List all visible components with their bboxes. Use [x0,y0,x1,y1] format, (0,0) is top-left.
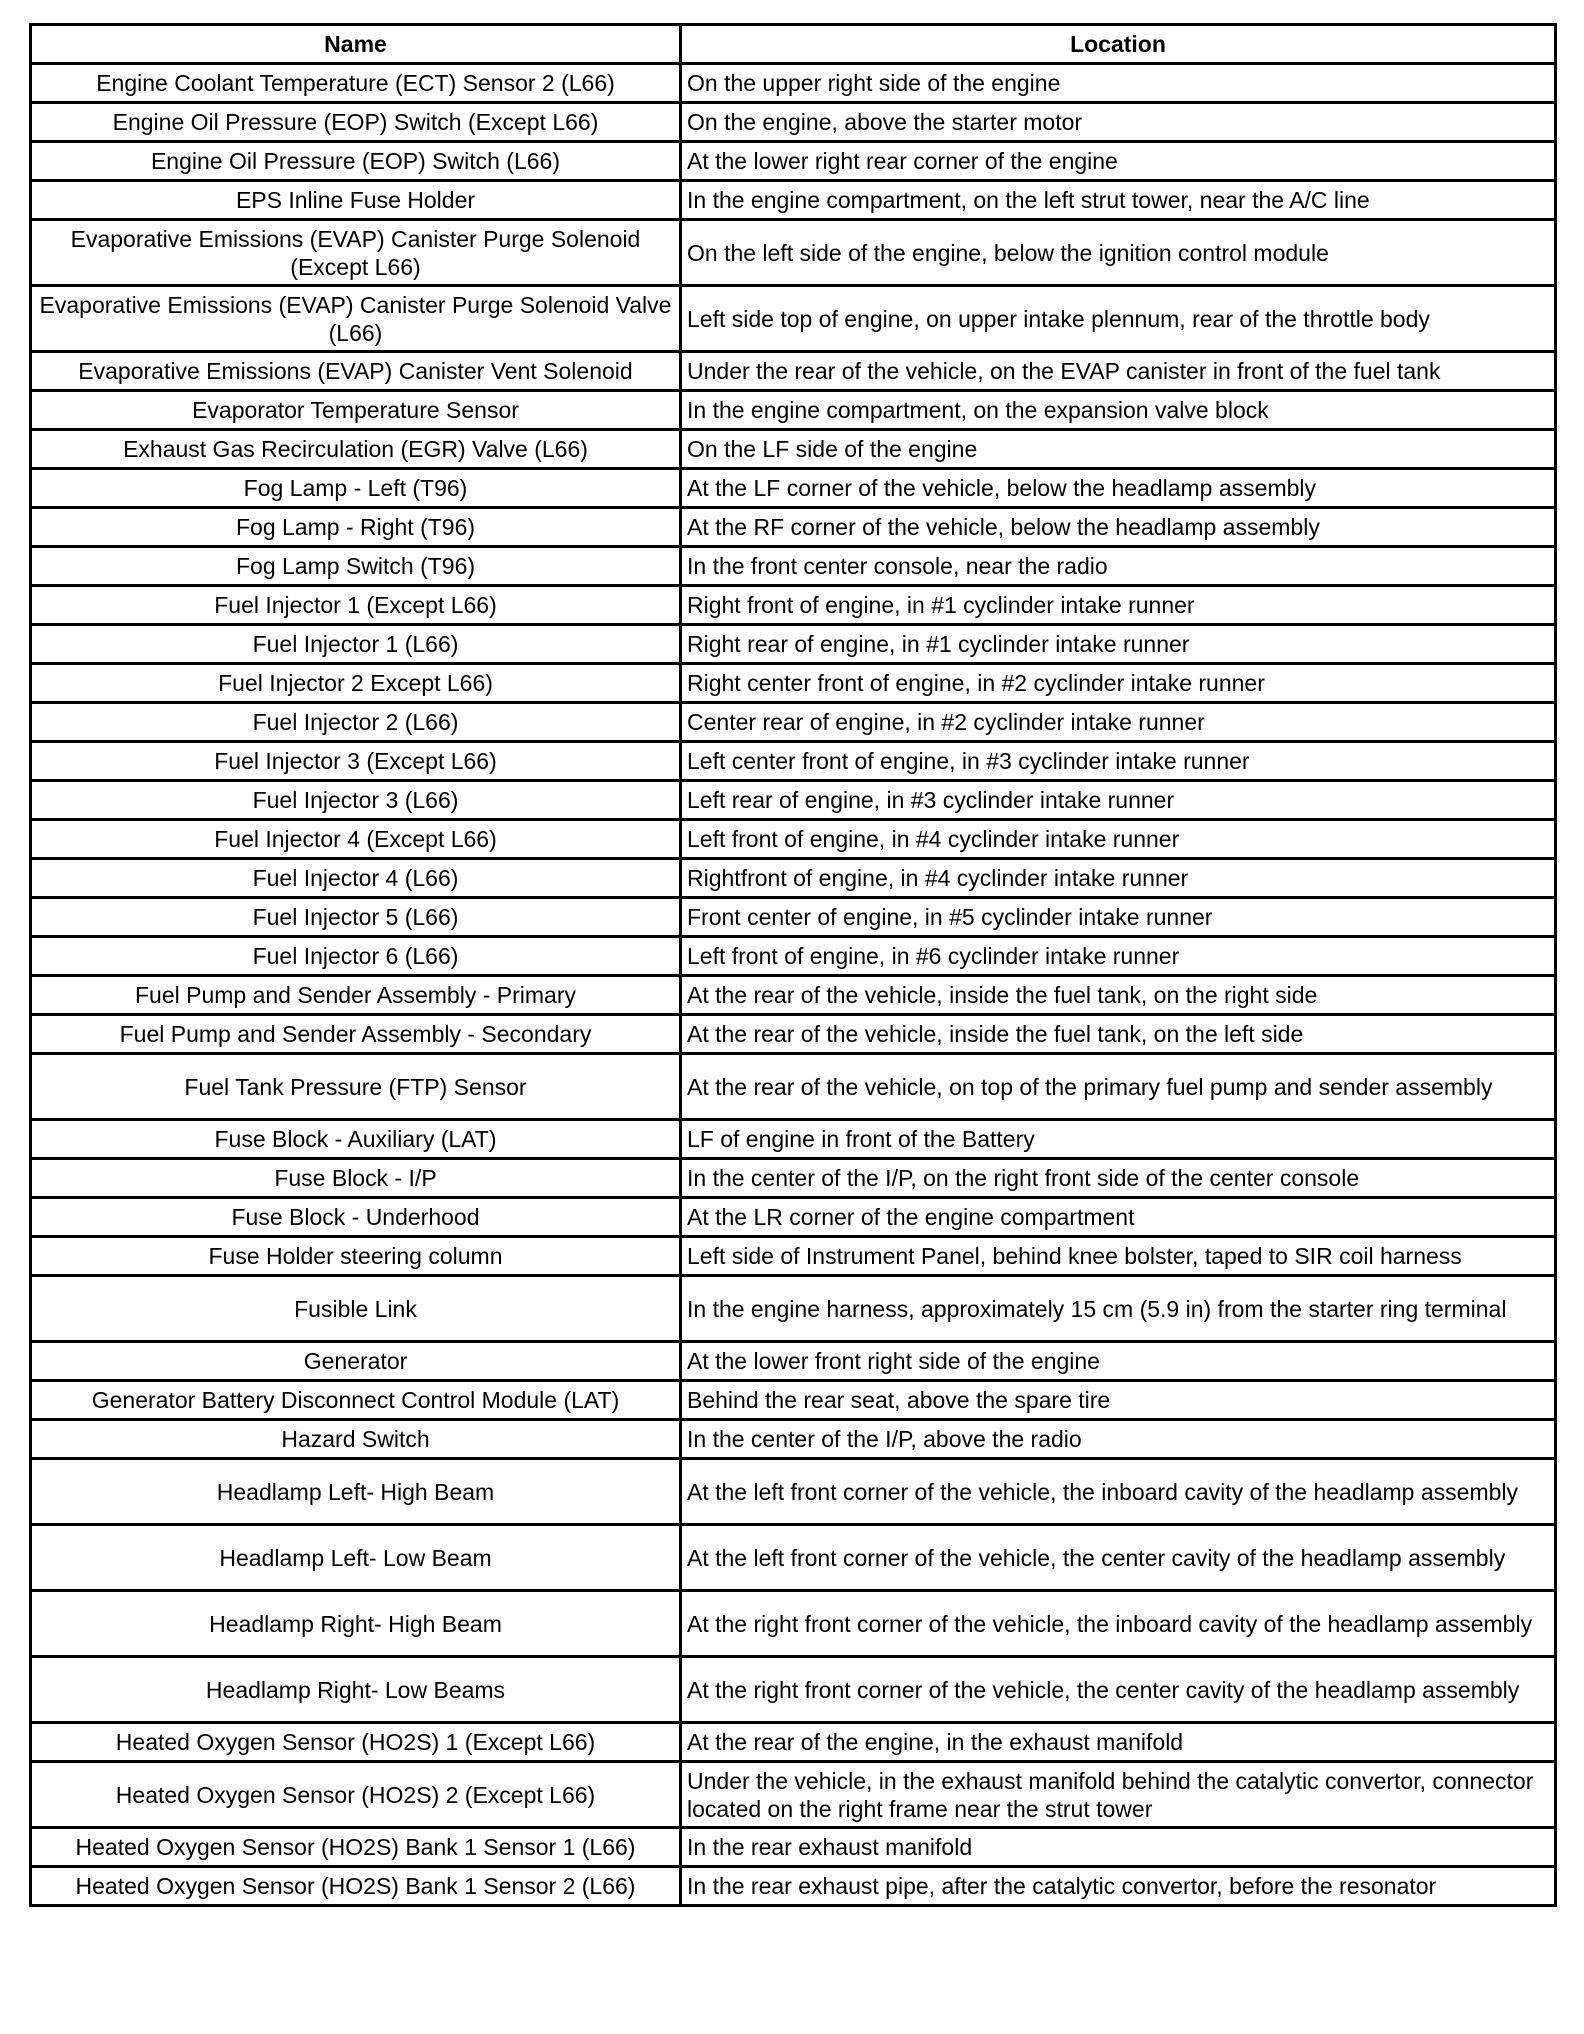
component-location-cell: At the LF corner of the vehicle, below the headlamp assembly [681,469,1556,508]
column-header-name: Name [31,25,681,64]
component-name-cell: Heated Oxygen Sensor (HO2S) Bank 1 Sensor 2 (L66) [31,1867,681,1906]
component-name-cell: Engine Oil Pressure (EOP) Switch (Except L66) [31,103,681,142]
component-location-cell: Behind the rear seat, above the spare tire [681,1381,1556,1420]
table-body [31,64,1556,1906]
table-row [31,898,1556,937]
table-row [31,391,1556,430]
component-name-cell: Fog Lamp - Left (T96) [31,469,681,508]
component-name-cell: Headlamp Left- High Beam [31,1459,681,1525]
component-location-cell: On the upper right side of the engine [681,64,1556,103]
component-name-cell: Fuel Tank Pressure (FTP) Sensor [31,1054,681,1120]
component-name-cell: Headlamp Right- Low Beams [31,1657,681,1723]
table-row [31,1762,1556,1828]
table-row [31,1159,1556,1198]
component-location-cell: Right front of engine, in #1 cyclinder intake runner [681,586,1556,625]
component-name-cell: Headlamp Right- High Beam [31,1591,681,1657]
component-location-cell: In the engine compartment, on the left strut tower, near the A/C line [681,181,1556,220]
component-location-cell: At the lower front right side of the engine [681,1342,1556,1381]
table-row [31,1723,1556,1762]
component-name-cell: Exhaust Gas Recirculation (EGR) Valve (L66) [31,430,681,469]
component-location-cell: At the right front corner of the vehicle, the center cavity of the headlamp assembly [681,1657,1556,1723]
component-name-cell: Fuel Injector 6 (L66) [31,937,681,976]
component-name-cell: Evaporative Emissions (EVAP) Canister Vent Solenoid [31,352,681,391]
table-row [31,64,1556,103]
component-name-cell: Fuel Injector 2 (L66) [31,703,681,742]
table-row [31,664,1556,703]
table-row [31,1198,1556,1237]
component-location-cell: Left front of engine, in #6 cyclinder intake runner [681,937,1556,976]
component-name-cell: Generator [31,1342,681,1381]
table-row [31,103,1556,142]
table-row [31,1054,1556,1120]
component-name-cell: Fuel Pump and Sender Assembly - Primary [31,976,681,1015]
component-location-cell: At the left front corner of the vehicle, the inboard cavity of the headlamp assembly [681,1459,1556,1525]
table-row [31,859,1556,898]
component-location-cell: Left front of engine, in #4 cyclinder intake runner [681,820,1556,859]
table-row [31,286,1556,352]
component-location-cell: Left side top of engine, on upper intake plennum, rear of the throttle body [681,286,1556,352]
table-row [31,586,1556,625]
table-row [31,1015,1556,1054]
table-row [31,1120,1556,1159]
component-location-cell: On the left side of the engine, below the ignition control module [681,220,1556,286]
component-name-cell: Fuel Injector 3 (L66) [31,781,681,820]
component-location-cell: At the lower right rear corner of the engine [681,142,1556,181]
component-location-cell: At the rear of the engine, in the exhaust manifold [681,1723,1556,1762]
table-row [31,1276,1556,1342]
table-row [31,625,1556,664]
table-row [31,508,1556,547]
component-location-cell: Right rear of engine, in #1 cyclinder intake runner [681,625,1556,664]
component-name-cell: Fuel Injector 1 (Except L66) [31,586,681,625]
component-location-cell: At the RF corner of the vehicle, below the headlamp assembly [681,508,1556,547]
component-location-cell: In the center of the I/P, on the right front side of the center console [681,1159,1556,1198]
component-name-cell: Fuel Injector 5 (L66) [31,898,681,937]
component-location-cell: In the center of the I/P, above the radio [681,1420,1556,1459]
table-row [31,1657,1556,1723]
component-location-cell: Under the rear of the vehicle, on the EVAP canister in front of the fuel tank [681,352,1556,391]
component-name-cell: Fuse Holder steering column [31,1237,681,1276]
component-name-cell: Fuse Block - I/P [31,1159,681,1198]
component-name-cell: Fog Lamp Switch (T96) [31,547,681,586]
table-row [31,1591,1556,1657]
table-row [31,220,1556,286]
component-location-cell: At the rear of the vehicle, on top of the primary fuel pump and sender assembly [681,1054,1556,1120]
component-location-cell: LF of engine in front of the Battery [681,1120,1556,1159]
component-location-cell: In the rear exhaust manifold [681,1828,1556,1867]
table-row [31,430,1556,469]
column-header-location: Location [681,25,1556,64]
component-location-cell: Left center front of engine, in #3 cyclinder intake runner [681,742,1556,781]
table-row [31,181,1556,220]
component-location-cell: Left side of Instrument Panel, behind knee bolster, taped to SIR coil harness [681,1237,1556,1276]
component-location-cell: Rightfront of engine, in #4 cyclinder intake runner [681,859,1556,898]
table-row [31,703,1556,742]
component-location-cell: In the engine compartment, on the expansion valve block [681,391,1556,430]
component-location-cell: In the engine harness, approximately 15 cm (5.9 in) from the starter ring terminal [681,1276,1556,1342]
component-name-cell: Heated Oxygen Sensor (HO2S) 2 (Except L66) [31,1762,681,1828]
component-location-cell: At the rear of the vehicle, inside the fuel tank, on the right side [681,976,1556,1015]
component-location-cell: In the rear exhaust pipe, after the catalytic convertor, before the resonator [681,1867,1556,1906]
table-row [31,937,1556,976]
table-row [31,976,1556,1015]
table-row [31,1237,1556,1276]
component-name-cell: Fuel Injector 1 (L66) [31,625,681,664]
component-location-cell: Center rear of engine, in #2 cyclinder intake runner [681,703,1556,742]
component-name-cell: Fuel Injector 4 (Except L66) [31,820,681,859]
table-row [31,1381,1556,1420]
table-row [31,1342,1556,1381]
component-location-cell: In the front center console, near the radio [681,547,1556,586]
table-row [31,781,1556,820]
table-row [31,1459,1556,1525]
table-row [31,469,1556,508]
component-location-table [29,23,1557,1907]
component-location-cell: At the right front corner of the vehicle, the inboard cavity of the headlamp assembly [681,1591,1556,1657]
component-name-cell: Evaporator Temperature Sensor [31,391,681,430]
table-row [31,1420,1556,1459]
component-name-cell: Hazard Switch [31,1420,681,1459]
table-row [31,1525,1556,1591]
component-location-cell: At the left front corner of the vehicle, the center cavity of the headlamp assembly [681,1525,1556,1591]
component-location-table-container [29,23,1554,1907]
component-location-cell: On the LF side of the engine [681,430,1556,469]
table-row [31,1867,1556,1906]
component-name-cell: Engine Oil Pressure (EOP) Switch (L66) [31,142,681,181]
component-name-cell: Evaporative Emissions (EVAP) Canister Purge Solenoid (Except L66) [31,220,681,286]
component-name-cell: Headlamp Left- Low Beam [31,1525,681,1591]
component-name-cell: Fusible Link [31,1276,681,1342]
component-location-cell: Front center of engine, in #5 cyclinder intake runner [681,898,1556,937]
component-name-cell: Heated Oxygen Sensor (HO2S) Bank 1 Sensor 1 (L66) [31,1828,681,1867]
component-name-cell: Evaporative Emissions (EVAP) Canister Purge Solenoid Valve (L66) [31,286,681,352]
component-name-cell: Fuse Block - Auxiliary (LAT) [31,1120,681,1159]
component-location-cell: On the engine, above the starter motor [681,103,1556,142]
component-name-cell: Fog Lamp - Right (T96) [31,508,681,547]
component-name-cell: Fuse Block - Underhood [31,1198,681,1237]
component-location-cell: Under the vehicle, in the exhaust manifold behind the catalytic convertor, connector located on the right frame near the strut tower [681,1762,1556,1828]
component-name-cell: Heated Oxygen Sensor (HO2S) 1 (Except L66) [31,1723,681,1762]
component-name-cell: EPS Inline Fuse Holder [31,181,681,220]
table-row [31,742,1556,781]
component-name-cell: Fuel Injector 3 (Except L66) [31,742,681,781]
component-location-cell: At the rear of the vehicle, inside the fuel tank, on the left side [681,1015,1556,1054]
component-name-cell: Fuel Injector 4 (L66) [31,859,681,898]
component-location-cell: Left rear of engine, in #3 cyclinder intake runner [681,781,1556,820]
table-row [31,142,1556,181]
table-row [31,1828,1556,1867]
component-name-cell: Fuel Pump and Sender Assembly - Secondary [31,1015,681,1054]
table-row [31,547,1556,586]
component-location-cell: At the LR corner of the engine compartment [681,1198,1556,1237]
table-row [31,820,1556,859]
component-location-cell: Right center front of engine, in #2 cyclinder intake runner [681,664,1556,703]
component-name-cell: Fuel Injector 2 Except L66) [31,664,681,703]
component-name-cell: Generator Battery Disconnect Control Module (LAT) [31,1381,681,1420]
component-name-cell: Engine Coolant Temperature (ECT) Sensor 2 (L66) [31,64,681,103]
table-row [31,352,1556,391]
table-header-row [31,25,1556,64]
